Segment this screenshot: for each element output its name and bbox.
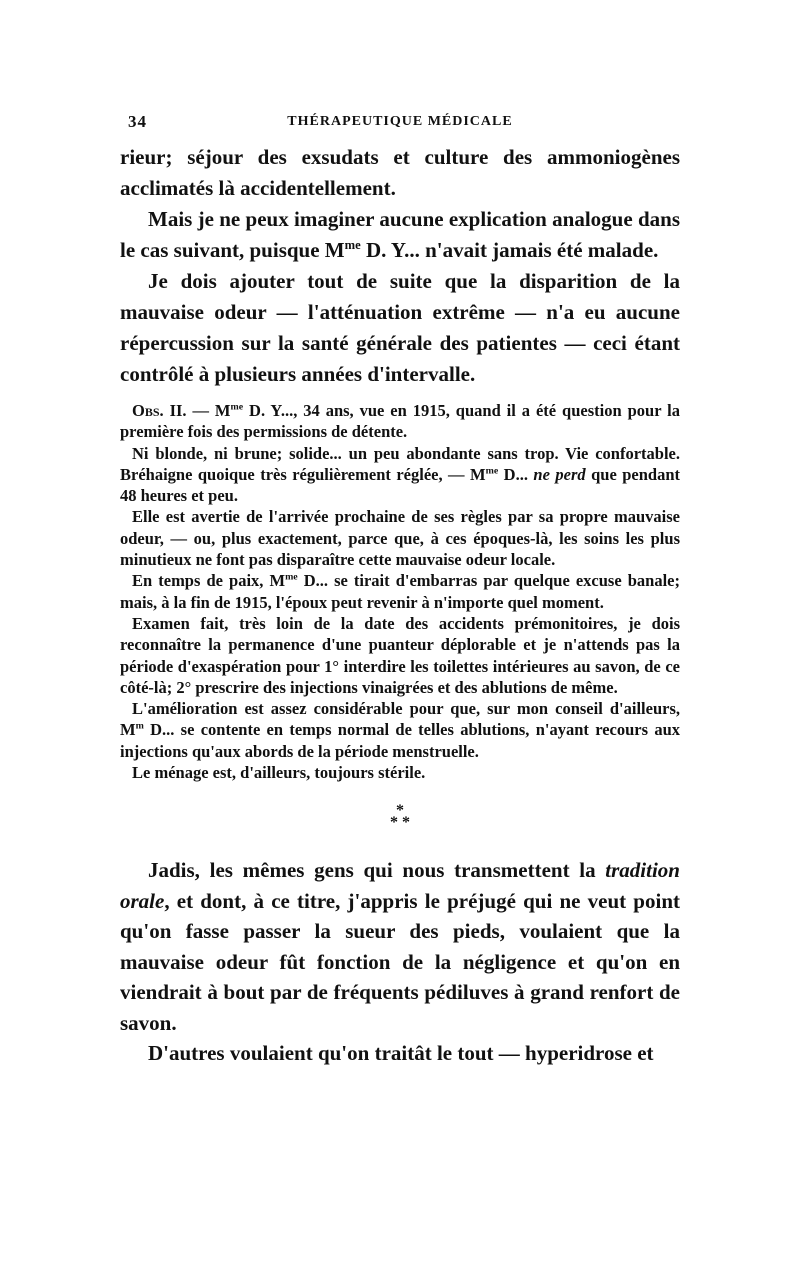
obs-p6-superscript: m	[135, 720, 144, 732]
page-header	[120, 112, 680, 142]
observation-block	[120, 400, 680, 783]
intro-paragraph-1: rieur; séjour des exsudats et culture des ammoniogènes acclimatés là accidentellement.	[120, 145, 680, 200]
intro-p2-text-b: D. Y... n'avait jamais été malade.	[360, 238, 659, 262]
obs-p4-superscript: me	[285, 571, 298, 583]
asterism-top: *	[396, 802, 404, 820]
observation-paragraph-4	[120, 570, 680, 613]
obs-p2-text-a: Ni blonde, ni brune; solide... un peu abondante sans trop. Vie confortable. Bréhaigne quoique très régulièrement réglée, — M	[120, 443, 680, 484]
obs-p1-text-b: D. Y..., 34 ans, vue en 1915, quand il a été question pour la première fois des permissions de détente.	[120, 401, 680, 442]
section2-paragraph-2: D'autres voulaient qu'on traitât le tout — hyperidrose et	[148, 1041, 654, 1066]
observation-paragraph-5: Examen fait, très loin de la date des accidents prémonitoires, je dois reconnaître la permanence d'une puanteur déplorable et je n'attends pas la période d'exaspération pour 1° interdire les toilettes intérieures au savon, de ce côté-là; 2° prescrire des injections vinaigrées et des ablutions de même.	[120, 613, 680, 697]
obs-p2-superscript: me	[485, 465, 499, 477]
s2-p1-text-b: , et dont, à ce titre, j'appris le préjugé qui ne veut point qu'on fasse passer la sueur des pieds, voulaient que la mauvaise odeur fût fonction de la négligence et qu'on en viendrait à bout par de fréquents pédiluves à grand renfort de savon.	[120, 888, 680, 1035]
section2-paragraph-1	[120, 855, 680, 1038]
obs-p4-text-a: En temps de paix, M	[132, 571, 286, 591]
observation-paragraph-7: Le ménage est, d'ailleurs, toujours stérile.	[132, 763, 426, 783]
section-2-text	[120, 855, 680, 1069]
obs-p2-italic: ne perd	[533, 464, 586, 484]
asterism-bottom: * *	[390, 814, 410, 832]
obs-p1-text-a: — M	[186, 401, 231, 420]
observation-paragraph-1	[120, 400, 680, 443]
running-title: THÉRAPEUTIQUE MÉDICALE	[287, 114, 513, 129]
obs-p6-text-b: D... se contente en temps normal de telles ablutions, n'ayant recours aux injections qu'aux abords de la période menstruelle.	[120, 720, 680, 761]
intro-paragraph-3: Je dois ajouter tout de suite que la disparition de la mauvaise odeur — l'atténuation extrême — n'a eu aucune répercussion sur la santé générale des patientes — ceci étant contrôlé à plusieurs années d'intervalle.	[120, 269, 680, 386]
intro-p2-text-a: Mais je ne peux imaginer aucune explication analogue dans le cas suivant, puisque M	[120, 207, 680, 262]
obs-p1-superscript: me	[230, 401, 244, 413]
observation-label: Obs. II.	[132, 401, 187, 420]
observation-paragraph-2	[120, 443, 680, 507]
book-page	[120, 112, 680, 1069]
obs-p6-text-a: L'amélioration est assez considérable pour que, sur mon conseil d'ailleurs, M	[120, 699, 680, 740]
section-asterism	[120, 802, 680, 832]
s2-p1-italic: tradition orale	[120, 858, 680, 913]
intro-text	[120, 142, 680, 390]
s2-p1-text-a: Jadis, les mêmes gens qui nous transmettent la	[148, 858, 606, 883]
obs-p2-text-c: que pendant 48 heures et peu.	[120, 464, 681, 506]
observation-paragraph-3: Elle est avertie de l'arrivée prochaine de ses règles par sa propre mauvaise odeur, — ou, plus exactement, parce que, à ces époques-là, les soins les plus minutieux ne font pas disparaître cette mauvaise odeur locale.	[120, 507, 680, 570]
page-number: 34	[128, 112, 147, 131]
observation-paragraph-6	[120, 698, 680, 762]
obs-p4-text-b: D... se tirait d'embarras par quelque excuse banale; mais, à la fin de 1915, l'époux peut revenir à n'importe quel moment.	[120, 571, 680, 612]
intro-paragraph-2	[120, 204, 680, 266]
intro-p2-superscript: me	[344, 238, 361, 252]
obs-p2-text-b: D...	[498, 464, 534, 484]
